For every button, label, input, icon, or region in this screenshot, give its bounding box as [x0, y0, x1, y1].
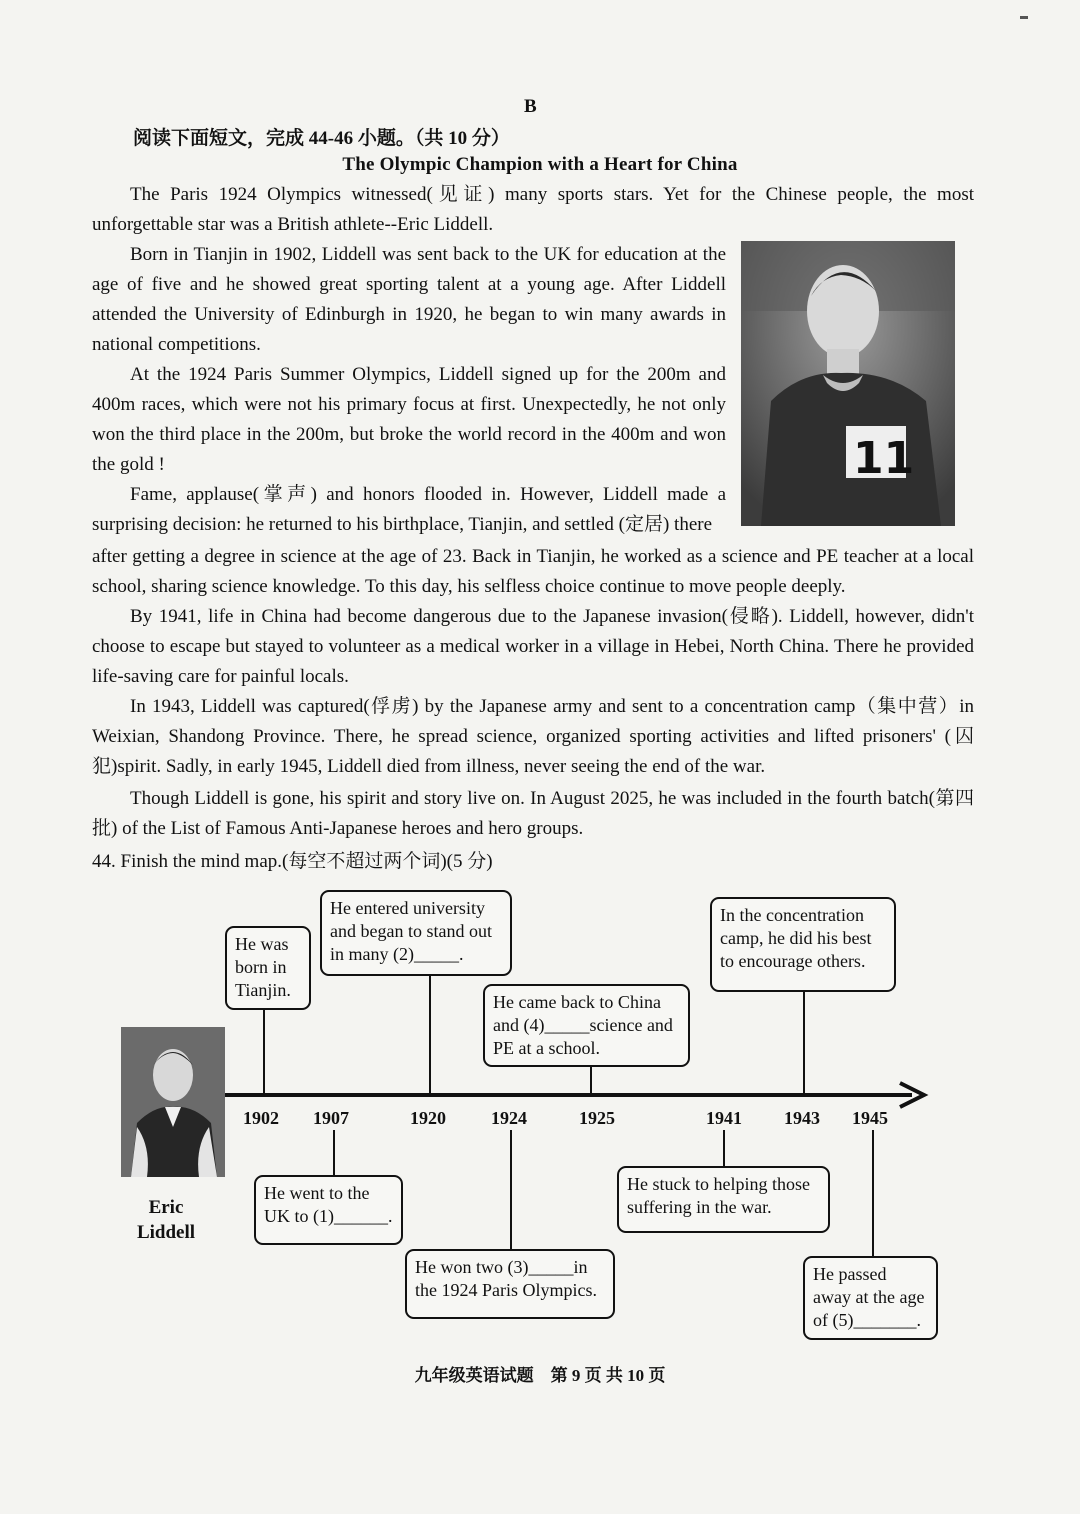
year-1945: 1945 [852, 1108, 888, 1128]
page-footer: 九年级英语试题 第 9 页 共 10 页 [414, 1366, 666, 1385]
box-1941: He stuck to helping those suffering in the war. [617, 1166, 830, 1233]
timeline-arrow-icon [900, 1083, 924, 1107]
person-name: Eric Liddell [136, 1197, 196, 1243]
section-letter: B [524, 96, 537, 117]
year-1943: 1943 [784, 1108, 820, 1128]
paragraph-7: Though Liddell is gone, his spirit and story live on. In August 2025, he was included in the fourth batch(第四批) of the List of Famous Anti-Japanese heroes and hero groups. [92, 788, 974, 839]
article-title: The Olympic Champion with a Heart for China [342, 154, 738, 175]
box-1943: In the concentration camp, he did his best to encourage others. [710, 897, 896, 992]
year-1902: 1902 [243, 1108, 279, 1128]
box-1924: He won two (3)_____in the 1924 Paris Olympics. [405, 1249, 615, 1319]
athlete-photo [741, 241, 955, 526]
paragraph-5: By 1941, life in China had become dangerous due to the Japanese invasion(侵略). Liddell, however, didn't choose to escape but stayed to volunteer as a medical worker in a village in Hebei, North China. There he provided life-saving care for painful locals. [92, 606, 974, 687]
box-1920: He entered university and began to stand out in many (2)_____. [320, 890, 512, 976]
portrait-drawing [121, 1027, 225, 1177]
box-1925: He came back to China and (4)_____science and PE at a school. [483, 984, 690, 1067]
paragraph-2: Born in Tianjin in 1902, Liddell was sent back to the UK for education at the age of five and he showed great sporting talent at a young age. After Liddell attended the University of Edinburgh in 1920, he began to win many awards in national competitions. [92, 244, 726, 355]
portrait-photo [121, 1027, 225, 1177]
box-1907: He went to the UK to (1)______. [254, 1175, 403, 1245]
question-44: 44. Finish the mind map.(每空不超过两个词)(5 分) [92, 851, 493, 872]
paragraph-1: The Paris 1924 Olympics witnessed(见证) many sports stars. Yet for the Chinese people, the most unforgettable star was a British athlete--Eric Liddell. [92, 184, 974, 235]
year-1925: 1925 [579, 1108, 615, 1128]
paragraph-6: In 1943, Liddell was captured(俘虏) by the Japanese army and sent to a concentration camp（集中营）in Weixian, Shandong Province. There, he spread science, organized sporting activities and lifted prisoners' (囚犯)spirit. Sadly, in early 1945, Liddell died from illness, never seeing the end of the war. [92, 696, 974, 777]
paragraph-3: At the 1924 Paris Summer Olympics, Liddell signed up for the 200m and 400m races, which were not his primary focus at first. Unexpectedly, he not only won the third place in the 200m, but broke the world record in the 400m and won the gold ! [92, 364, 726, 475]
instruction: 阅读下面短文，完成 44-46 小题。（共 10 分） [133, 128, 510, 149]
year-1907: 1907 [313, 1108, 349, 1128]
paragraph-4-part1: Fame, applause(掌声) and honors flooded in. However, Liddell made a surprising decision: he returned to his birthplace, Tianjin, and settled (定居) there [92, 484, 726, 535]
athlete-photo-drawing [741, 241, 955, 526]
race-number: 11 [853, 433, 915, 484]
box-1945: He passed away at the age of (5)_______. [803, 1256, 938, 1340]
scan-mark [1020, 16, 1028, 19]
year-1920: 1920 [410, 1108, 446, 1128]
box-1902: He was born in Tianjin. [225, 926, 311, 1010]
year-1941: 1941 [706, 1108, 742, 1128]
year-1924: 1924 [491, 1108, 527, 1128]
paragraph-4-part2: after getting a degree in science at the age of 23. Back in Tianjin, he worked as a science and PE teacher at a local school, sharing science knowledge. To this day, his selfless choice continue to move people deeply. [92, 546, 974, 597]
